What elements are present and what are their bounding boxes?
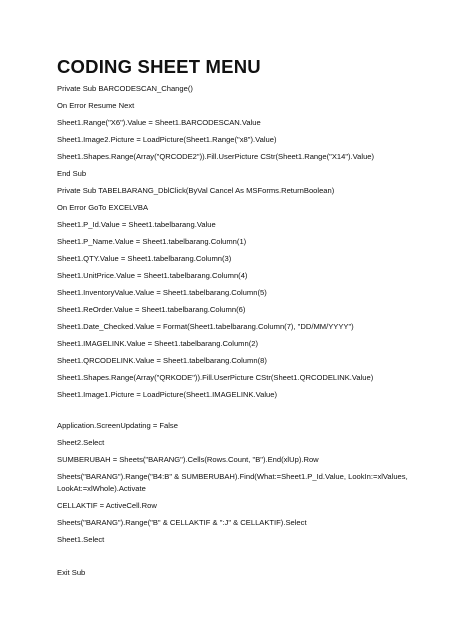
code-line: Sheet1.QRCODELINK.Value = Sheet1.tabelbarang.Column(8) (57, 356, 267, 365)
code-line: Sheet1.Date_Checked.Value = Format(Sheet1.tabelbarang.Column(7), "DD/MM/YYYY") (57, 322, 354, 331)
code-line: Exit Sub (57, 568, 86, 577)
code-line: Sheet1.Image2.Picture = LoadPicture(Sheet1.Range("x8").Value) (57, 135, 277, 144)
code-line: End Sub (57, 169, 87, 178)
code-line: Sheet1.Select (57, 535, 105, 544)
code-line: Sheet1.Image1.Picture = LoadPicture(Sheet1.IMAGELINK.Value) (57, 390, 277, 399)
code-line: Sheets("BARANG").Range("B" & CELLAKTIF & ":J" & CELLAKTIF).Select (57, 518, 307, 527)
code-line: Application.ScreenUpdating = False (57, 421, 178, 430)
code-line: Sheet1.UnitPrice.Value = Sheet1.tabelbarang.Column(4) (57, 271, 248, 280)
code-line: Sheet1.Range("X6").Value = Sheet1.BARCODESCAN.Value (57, 118, 261, 127)
code-line: Sheet1.IMAGELINK.Value = Sheet1.tabelbarang.Column(2) (57, 339, 259, 348)
code-line: Sheet2.Select (57, 438, 105, 447)
code-line: On Error Resume Next (57, 101, 135, 110)
code-line: CELLAKTIF = ActiveCell.Row (57, 501, 157, 510)
code-line: Sheet1.QTY.Value = Sheet1.tabelbarang.Column(3) (57, 254, 232, 263)
code-line: Sheet1.P_Name.Value = Sheet1.tabelbarang.Column(1) (57, 237, 247, 246)
code-line: Private Sub TABELBARANG_DblClick(ByVal Cancel As MSForms.ReturnBoolean) (57, 186, 335, 195)
code-line: Sheet1.ReOrder.Value = Sheet1.tabelbarang.Column(6) (57, 305, 246, 314)
page-title: CODING SHEET MENU (57, 56, 261, 77)
code-line: LookAt:=xlWhole).Activate (57, 484, 146, 493)
code-line: Private Sub BARCODESCAN_Change() (57, 84, 193, 93)
code-line: Sheet1.InventoryValue.Value = Sheet1.tabelbarang.Column(5) (57, 288, 267, 297)
code-line: SUMBERUBAH = Sheets("BARANG").Cells(Rows.Count, "B").End(xlUp).Row (57, 455, 319, 464)
code-line: Sheet1.P_Id.Value = Sheet1.tabelbarang.Value (57, 220, 216, 229)
code-line: Sheets("BARANG").Range("B4:B" & SUMBERUBAH).Find(What:=Sheet1.P_Id.Value, LookIn:=xlValues, (57, 472, 408, 481)
code-line: Sheet1.Shapes.Range(Array("QRCODE2")).Fill.UserPicture CStr(Sheet1.Range("X14").Value) (57, 152, 375, 161)
code-line: On Error GoTo EXCELVBA (57, 203, 149, 212)
code-line: Sheet1.Shapes.Range(Array("QRKODE")).Fill.UserPicture CStr(Sheet1.QRCODELINK.Value) (57, 373, 374, 382)
